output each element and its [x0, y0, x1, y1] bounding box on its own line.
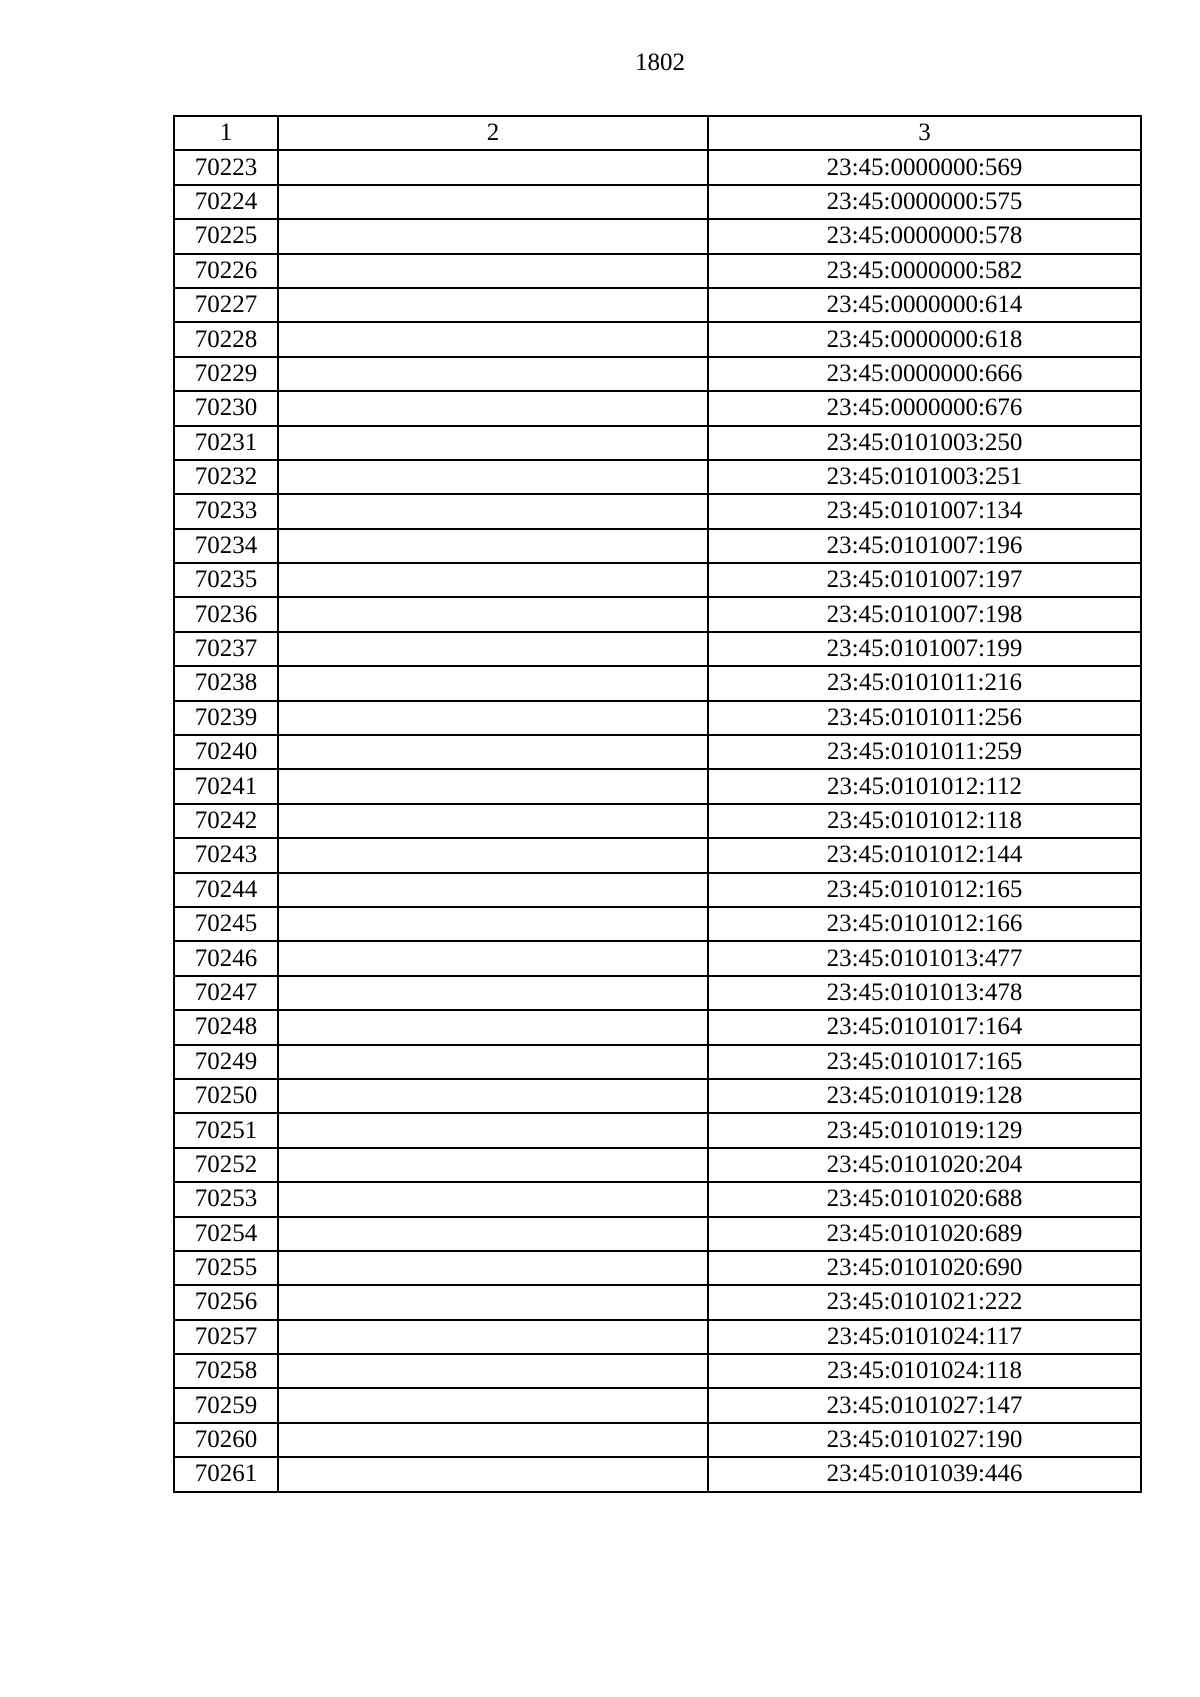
- cadastral-number-cell: 23:45:0000000:676: [708, 391, 1141, 425]
- table-row: [174, 357, 1141, 391]
- table-row: [174, 1388, 1141, 1422]
- description-cell: [278, 1285, 708, 1319]
- table-row: [174, 597, 1141, 631]
- table-row: [174, 529, 1141, 563]
- row-number-cell: 70253: [174, 1182, 278, 1216]
- row-number-cell: 70223: [174, 150, 278, 184]
- description-cell: [278, 494, 708, 528]
- table-row: [174, 632, 1141, 666]
- cadastral-number-cell: 23:45:0000000:666: [708, 357, 1141, 391]
- row-number-cell: 70226: [174, 254, 278, 288]
- cadastral-number-cell: 23:45:0101017:164: [708, 1010, 1141, 1044]
- table-row: [174, 254, 1141, 288]
- table-row: [174, 1113, 1141, 1147]
- cadastral-number-cell: 23:45:0101012:112: [708, 769, 1141, 803]
- cadastral-number-cell: 23:45:0000000:618: [708, 322, 1141, 356]
- description-cell: [278, 150, 708, 184]
- table-row: [174, 460, 1141, 494]
- cadastral-number-cell: 23:45:0101024:117: [708, 1320, 1141, 1354]
- row-number-cell: 70246: [174, 941, 278, 975]
- cadastral-number-cell: 23:45:0000000:578: [708, 219, 1141, 253]
- cadastral-number-cell: 23:45:0101007:199: [708, 632, 1141, 666]
- cadastral-number-cell: 23:45:0101003:250: [708, 426, 1141, 460]
- row-number-cell: 70249: [174, 1045, 278, 1079]
- cadastral-number-cell: 23:45:0101024:118: [708, 1354, 1141, 1388]
- description-cell: [278, 1148, 708, 1182]
- description-cell: [278, 1217, 708, 1251]
- table-row: [174, 563, 1141, 597]
- cadastral-number-cell: 23:45:0101039:446: [708, 1457, 1141, 1491]
- description-cell: [278, 357, 708, 391]
- description-cell: [278, 322, 708, 356]
- table-row: [174, 941, 1141, 975]
- cadastral-number-cell: 23:45:0000000:614: [708, 288, 1141, 322]
- description-cell: [278, 1457, 708, 1491]
- row-number-cell: 70233: [174, 494, 278, 528]
- table-row: [174, 1217, 1141, 1251]
- table-row: [174, 150, 1141, 184]
- table-row: [174, 701, 1141, 735]
- cadastral-number-cell: 23:45:0101019:129: [708, 1113, 1141, 1147]
- row-number-cell: 70234: [174, 529, 278, 563]
- row-number-cell: 70230: [174, 391, 278, 425]
- header-cell-2: 2: [278, 116, 708, 150]
- table-row: [174, 1010, 1141, 1044]
- cadastral-number-cell: 23:45:0101021:222: [708, 1285, 1141, 1319]
- cadastral-number-cell: 23:45:0101027:147: [708, 1388, 1141, 1422]
- description-cell: [278, 1113, 708, 1147]
- row-number-cell: 70237: [174, 632, 278, 666]
- cadastral-number-cell: 23:45:0101007:198: [708, 597, 1141, 631]
- description-cell: [278, 1423, 708, 1457]
- row-number-cell: 70242: [174, 804, 278, 838]
- description-cell: [278, 735, 708, 769]
- page-number: 1802: [635, 49, 685, 76]
- cadastral-number-cell: 23:45:0101013:477: [708, 941, 1141, 975]
- table-row: [174, 769, 1141, 803]
- table-row: [174, 1079, 1141, 1113]
- table-row: [174, 873, 1141, 907]
- cadastral-number-cell: 23:45:0101007:197: [708, 563, 1141, 597]
- row-number-cell: 70240: [174, 735, 278, 769]
- cadastral-number-cell: 23:45:0101003:251: [708, 460, 1141, 494]
- registry-table: [173, 115, 1142, 1493]
- table-row: [174, 288, 1141, 322]
- description-cell: [278, 219, 708, 253]
- row-number-cell: 70224: [174, 185, 278, 219]
- header-cell-3: 3: [708, 116, 1141, 150]
- table-row: [174, 1285, 1141, 1319]
- cadastral-number-cell: 23:45:0000000:569: [708, 150, 1141, 184]
- cadastral-number-cell: 23:45:0101020:690: [708, 1251, 1141, 1285]
- row-number-cell: 70239: [174, 701, 278, 735]
- row-number-cell: 70259: [174, 1388, 278, 1422]
- row-number-cell: 70241: [174, 769, 278, 803]
- description-cell: [278, 460, 708, 494]
- description-cell: [278, 1320, 708, 1354]
- description-cell: [278, 391, 708, 425]
- row-number-cell: 70225: [174, 219, 278, 253]
- description-cell: [278, 907, 708, 941]
- description-cell: [278, 873, 708, 907]
- cadastral-number-cell: 23:45:0101027:190: [708, 1423, 1141, 1457]
- row-number-cell: 70238: [174, 666, 278, 700]
- row-number-cell: 70255: [174, 1251, 278, 1285]
- table-row: [174, 1045, 1141, 1079]
- description-cell: [278, 804, 708, 838]
- row-number-cell: 70227: [174, 288, 278, 322]
- table-row: [174, 666, 1141, 700]
- cadastral-number-cell: 23:45:0101011:256: [708, 701, 1141, 735]
- description-cell: [278, 1388, 708, 1422]
- row-number-cell: 70261: [174, 1457, 278, 1491]
- row-number-cell: 70250: [174, 1079, 278, 1113]
- cadastral-number-cell: 23:45:0101012:144: [708, 838, 1141, 872]
- row-number-cell: 70248: [174, 1010, 278, 1044]
- description-cell: [278, 1045, 708, 1079]
- table-body: [174, 150, 1141, 1491]
- row-number-cell: 70229: [174, 357, 278, 391]
- description-cell: [278, 254, 708, 288]
- table-row: [174, 1457, 1141, 1491]
- cadastral-number-cell: 23:45:0000000:582: [708, 254, 1141, 288]
- table-row: [174, 838, 1141, 872]
- table-row: [174, 804, 1141, 838]
- table-row: [174, 185, 1141, 219]
- cadastral-number-cell: 23:45:0101011:259: [708, 735, 1141, 769]
- table-row: [174, 426, 1141, 460]
- cadastral-number-cell: 23:45:0101007:134: [708, 494, 1141, 528]
- row-number-cell: 70254: [174, 1217, 278, 1251]
- header-cell-1: 1: [174, 116, 278, 150]
- description-cell: [278, 1182, 708, 1216]
- cadastral-number-cell: 23:45:0101012:166: [708, 907, 1141, 941]
- description-cell: [278, 666, 708, 700]
- cadastral-number-cell: 23:45:0101013:478: [708, 976, 1141, 1010]
- table-row: [174, 1423, 1141, 1457]
- description-cell: [278, 941, 708, 975]
- description-cell: [278, 529, 708, 563]
- description-cell: [278, 1010, 708, 1044]
- cadastral-number-cell: 23:45:0101020:689: [708, 1217, 1141, 1251]
- description-cell: [278, 1354, 708, 1388]
- cadastral-number-cell: 23:45:0101020:204: [708, 1148, 1141, 1182]
- row-number-cell: 70232: [174, 460, 278, 494]
- row-number-cell: 70252: [174, 1148, 278, 1182]
- table-row: [174, 1148, 1141, 1182]
- table-row: [174, 735, 1141, 769]
- table-row: [174, 391, 1141, 425]
- row-number-cell: 70244: [174, 873, 278, 907]
- table-row: [174, 907, 1141, 941]
- description-cell: [278, 632, 708, 666]
- cadastral-number-cell: 23:45:0101012:165: [708, 873, 1141, 907]
- description-cell: [278, 288, 708, 322]
- table-row: [174, 322, 1141, 356]
- description-cell: [278, 838, 708, 872]
- description-cell: [278, 976, 708, 1010]
- header-row: [174, 116, 1141, 150]
- description-cell: [278, 185, 708, 219]
- table-row: [174, 1251, 1141, 1285]
- cadastral-number-cell: 23:45:0000000:575: [708, 185, 1141, 219]
- cadastral-number-cell: 23:45:0101020:688: [708, 1182, 1141, 1216]
- row-number-cell: 70228: [174, 322, 278, 356]
- description-cell: [278, 1251, 708, 1285]
- table-row: [174, 1354, 1141, 1388]
- table-row: [174, 494, 1141, 528]
- row-number-cell: 70236: [174, 597, 278, 631]
- row-number-cell: 70256: [174, 1285, 278, 1319]
- cadastral-number-cell: 23:45:0101019:128: [708, 1079, 1141, 1113]
- row-number-cell: 70260: [174, 1423, 278, 1457]
- cadastral-number-cell: 23:45:0101012:118: [708, 804, 1141, 838]
- description-cell: [278, 563, 708, 597]
- cadastral-number-cell: 23:45:0101011:216: [708, 666, 1141, 700]
- row-number-cell: 70243: [174, 838, 278, 872]
- cadastral-number-cell: 23:45:0101017:165: [708, 1045, 1141, 1079]
- description-cell: [278, 426, 708, 460]
- row-number-cell: 70257: [174, 1320, 278, 1354]
- table-row: [174, 219, 1141, 253]
- table-row: [174, 976, 1141, 1010]
- row-number-cell: 70235: [174, 563, 278, 597]
- row-number-cell: 70251: [174, 1113, 278, 1147]
- description-cell: [278, 701, 708, 735]
- description-cell: [278, 597, 708, 631]
- table-row: [174, 1182, 1141, 1216]
- cadastral-number-cell: 23:45:0101007:196: [708, 529, 1141, 563]
- row-number-cell: 70245: [174, 907, 278, 941]
- table-row: [174, 1320, 1141, 1354]
- description-cell: [278, 769, 708, 803]
- description-cell: [278, 1079, 708, 1113]
- row-number-cell: 70231: [174, 426, 278, 460]
- row-number-cell: 70258: [174, 1354, 278, 1388]
- row-number-cell: 70247: [174, 976, 278, 1010]
